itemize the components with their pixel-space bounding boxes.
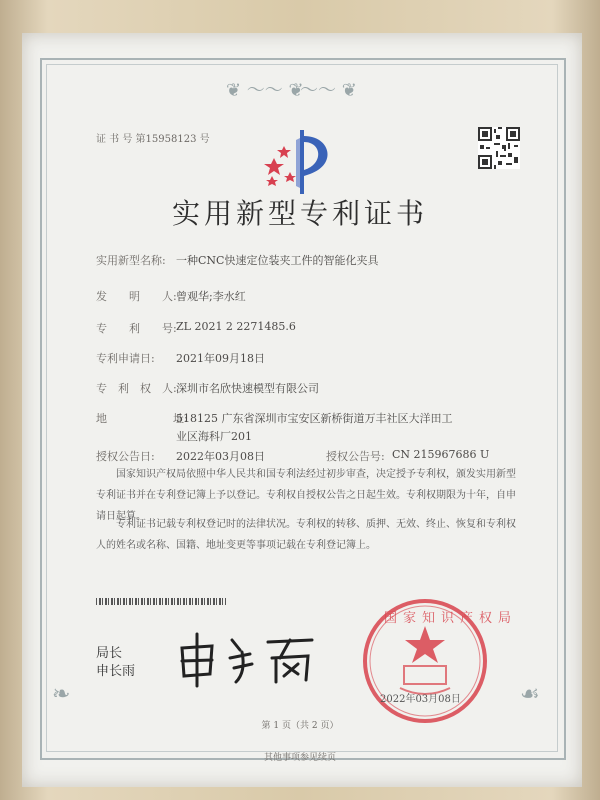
field-label-name: 实用新型名称: [96,254,166,267]
barcode [96,598,226,605]
seal-text: 国家知识产权局 [384,611,518,626]
grant-paragraph: 国家知识产权局依照中华人民共和国专利法经过初步审查，决定授予专利权，颁发实用新型专利证书并在专利登记簿上予以登记。专利权自授权公告之日起生效。专利权期限为十年，自申请日起算。 [96,469,516,522]
signer-name: 申长雨 [96,664,136,679]
qr-code [478,127,520,169]
certificate-title: 实用新型专利证书 [171,197,428,230]
field-label-grant-number: 授权公告号: [326,450,385,463]
field-value-patentee: 深圳市名欣快速模型有限公司 [176,382,319,395]
seal-date: 2022年03月08日 [380,694,461,705]
field-value-patent-number: ZL 2021 2 2271485.6 [176,320,296,333]
field-value-name: 一种CNC快速定位装夹工件的智能化夹具 [176,254,379,267]
field-value-address-line2: 业区海科厂201 [176,430,252,443]
field-value-address: 518125 广东省深圳市宝安区新桥街道万丰社区大洋田工 [176,412,453,425]
field-label-address: 地 址: [96,412,188,425]
field-label-patent-number: 专 利 号: [96,322,177,335]
field-value-inventor: 曾观华;李水红 [176,290,246,303]
ornament-bottom-right: ☙ [520,682,540,707]
ornament-top-right: ～～ ❦ [300,80,357,101]
handwritten-signature [172,628,322,688]
signer-title: 局长 [96,646,123,661]
legal-status-paragraph: 专利证书记载专利权登记时的法律状况。专利权的转移、质押、无效、终止、恢复和专利权人的姓名或名称、国籍、地址变更等事项记载在专利登记簿上。 [96,519,516,551]
field-label-filing-date: 专利申请日: [96,352,155,365]
field-value-filing-date: 2021年09月18日 [176,352,265,365]
ornament-bottom-left: ❧ [52,682,71,707]
ornament-top-left: ❦ ～～ ❦ [226,80,304,101]
field-label-patentee: 专 利 权 人: [96,382,177,395]
page-number: 第 1 页（共 2 页） [261,721,339,731]
field-value-grant-date: 2022年03月08日 [176,450,265,463]
field-value-grant-number: CN 215967686 U [392,448,490,461]
footer-note: 其他事项参见续页 [263,753,336,763]
field-label-grant-date: 授权公告日: [96,450,155,463]
certificate-number: 证 书 号 第15958123 号 [96,134,210,145]
patent-office-logo-icon [260,124,342,198]
field-label-inventor: 发 明 人: [96,290,177,303]
